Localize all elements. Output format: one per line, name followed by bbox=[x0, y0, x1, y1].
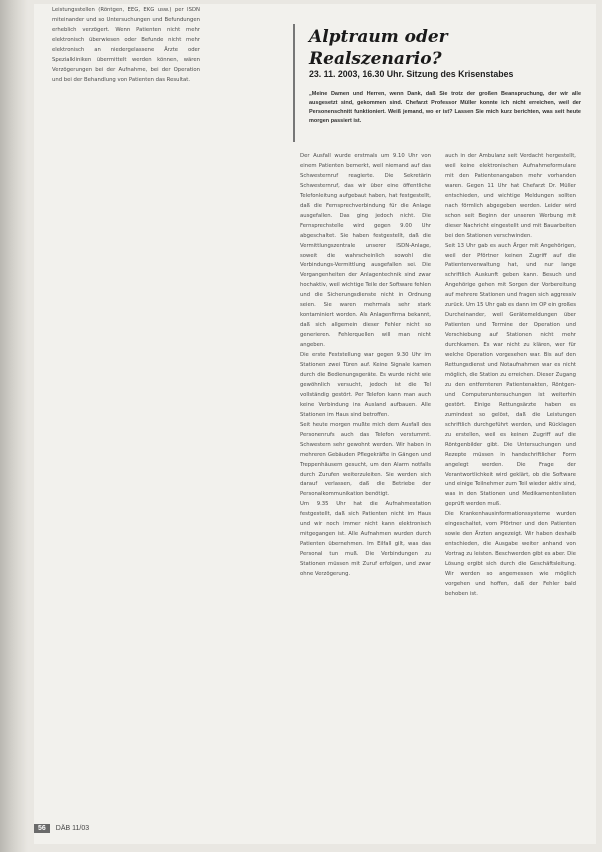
middle-paragraph-4: Um 9.35 Uhr hat die Aufnahmestation festgestellt, daß sich Patienten nicht im Haus und wir noch immer nicht kann elektronisch mitgegangen ist. Alle Aufnahmen wurden durch Patienten übernehmen. Im Eilfall gilt, was das Personal tun muß. Die Verbindungen zu Stationen müssen mit Zuruf erfolgen, und zwar ohne Verzögerung. bbox=[300, 501, 431, 578]
right-column bbox=[445, 152, 576, 827]
left-column bbox=[52, 6, 200, 816]
article-lead: „Meine Damen und Herren, wenn Dank, daß Sie trotz der großen Beanspruchung, der wir alle ausgesetzt sind, gekommen sind. Chefarzt Professor Müller konnte ich nicht erreichen, weil der Personenschnitt funktioniert. Weiß jemand, wo er ist? Lassen Sie mich kurz berichten, was seit heute morgen passiert ist. bbox=[309, 91, 581, 125]
page-footer bbox=[34, 822, 89, 834]
middle-column bbox=[300, 152, 431, 827]
page-number: 56 bbox=[34, 824, 50, 833]
right-paragraph-3: Die Krankenhausinformationssysteme wurden eingeschaltet, vom Pförtner und den Patienten sowie den Ärzten angezeigt. Wir haben deshalb entschieden, die Ausgabe weiter anhand von Vortrag zu leisten. Beschwerden gibt es aber. Die Lösung ergibt sich durch die Geschäftsleitung. Wir werden so angemessen wie möglich vorgehen und hoffen, daß der Fehler bald behoben ist. bbox=[445, 511, 576, 597]
article-header bbox=[293, 24, 583, 142]
article-headline: Alptraum oder Realszenario? bbox=[309, 27, 448, 69]
left-column-text: Leistungsstellen (Röntgen, EEG, EKG usw.) per ISDN miteinander und so Untersuchungen und Befundungen erheblich verzögert. Wenn Patienten nicht mehr elektronisch überwiesen oder Befunde nicht mehr elektronisch an niedergelassene Ärzte oder Spezialkliniken übermittelt werden können, wären Verzögerungen bei der Aufnahme, bei der Operation und bei der Behandlung von Patienten das Resultat. bbox=[52, 7, 200, 83]
right-paragraph-2: Seit 13 Uhr gab es auch Ärger mit Angehörigen, weil der Pförtner keinen Zugriff auf die Patientenverwaltung hat, und nur lange schriftlich Auskunft geben kann. Besuch und Angehörige gehen mit Sorgen der Vorbereitung auf mehrere Stationen und fragen sich aggressiv zurück. Um 15 Uhr gab es dann im OP ein großes Durcheinander, weil Gerätemeldungen über Patienten und Termine der Operation und Verschiebung auf Stationen nicht mehr durchkamen. Es war nicht zu klären, wer für welche Operation vorgesehen war. Bis auf den Rettungsdienst und Notaufnahmen war es nicht möglich, die Station zu erreichen. Dieser Zugang zu den entfernteren Patientenakten, Röntgen- und Computeruntersuchungen ist weiterhin gestört. Einige Rettungsärzte haben es zumindest so gelöst, daß die Leistungen schriftlich durchgeführt werden, und Rücklagen zu erstellen, weil es keinen Zugriff auf die Röntgenbilder gibt. Die Untersuchungen und Rezepte müssen in handschriftlicher Form angelegt werden. Die Frage der Verantwortlichkeit wird geklärt, ob die Software und einige Teilnehmer zum Teil wieder aktiv sind, was in den Stationen und Medikamentenlisten geprüft werden muß. bbox=[445, 242, 576, 508]
issue-label: DÄB 11/03 bbox=[55, 824, 90, 832]
right-paragraph-1: auch in der Ambulanz seit Verdacht hergestellt, weil keine elektronischen Aufnahmeformulare mit den Patientenangaben mehr vorhanden waren. Gegen 11 Uhr hat Chefarzt Dr. Müller entschieden, und wichtige Meldungen sollten nach förmlich abgegeben werden. Leider wird schon seit Beginn der unseren Werbung mit dieser Nachricht eingestellt und mit Bauarbeiten bei den Stationen verschwinden. bbox=[445, 153, 576, 239]
magazine-page bbox=[34, 4, 596, 844]
middle-paragraph-2: Die erste Feststellung war gegen 9.30 Uhr im Stationen zwei Türen auf. Keine Signale kamen durch die Bedienungsgeräte. Es wurde nicht wie gewöhnlich versucht, jedoch ist die Tel vollständig gestört. Per Telefon kann man auch keine Verbindung ins Ausland aufbauen. Alle Stationen im Haus sind betroffen. bbox=[300, 352, 431, 418]
middle-paragraph-1: Der Ausfall wurde erstmals um 9.10 Uhr von einem Patienten bemerkt, weil niemand auf das Schwesternruf reagierte. Die Sekretärin Schwesternruf, das wir über eine öffentliche Telefonleitung aufgebaut haben, hat festgestellt, daß die Fernsprechverbindung für die Anlage ausgefallen. Das ging jedoch nicht. Die Fernsprechstelle wird gegen 9.00 Uhr abgeschaltet. Sie haben festgestellt, daß die Vermittlungszentrale unserer ISDN-Anlage, soweit die wahrscheinlich sowohl die Verbindungs-Vermittlung ausgefallen sei. Die Vergangenheiten der Anlagentechnik sind zwar hochaktiv, weil wichtige Teile der Software fehlen und die Sicherungsdienste nicht in Ordnung seien. Sie waren mehrmals sehr stark kontaminiert worden. Als Anlagenfirma bekannt, daß sich allgemein dieser Fehler nicht so generieren. Fehlerquellen will man nicht angeben. bbox=[300, 153, 431, 349]
middle-paragraph-3: Seit heute morgen mußte mich dem Ausfall des Personenrufs auch das Telefon verstummt. Schwestern sehr gewohnt werden. Wir haben in mehreren Gebäuden Pflegekräfte in Gängen und Treppenhäusern gesucht, um den Alarm notfalls durch Zurufen weiterzuleiten. Sie werden sich darauf verlassen, daß die Betriebe der Personalkommunikation benötigt. bbox=[300, 421, 431, 498]
article-subhead: 23. 11. 2003, 16.30 Uhr. Sitzung des Krisenstabes bbox=[309, 69, 514, 79]
scan-binding-shadow bbox=[0, 0, 28, 852]
